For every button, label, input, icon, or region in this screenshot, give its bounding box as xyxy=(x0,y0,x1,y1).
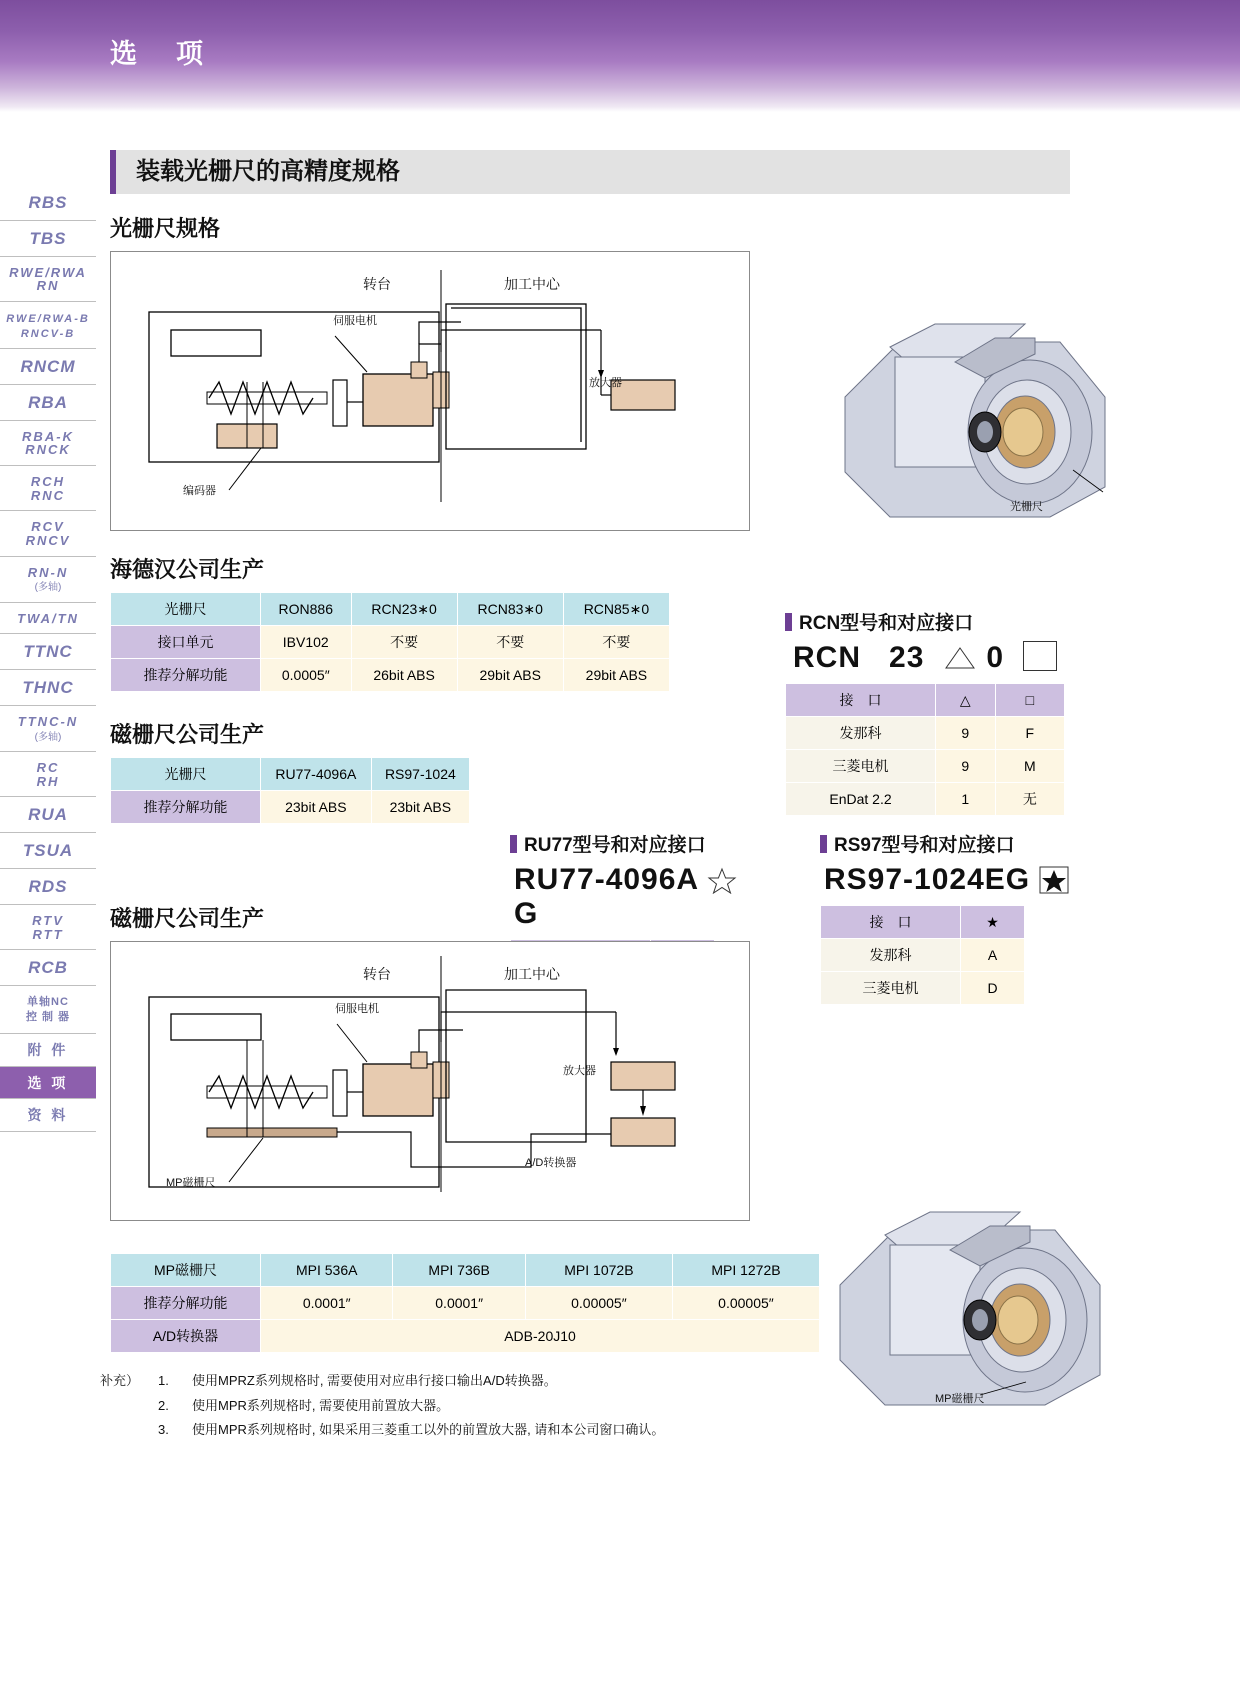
table-row xyxy=(111,1320,820,1353)
rs97-code: RS97-1024EG xyxy=(824,863,1070,897)
note-text: 使用MPR系列规格时, 如果采用三菱重工以外的前置放大器, 请和本公司窗口确认。 xyxy=(192,1422,665,1438)
sidebar-item-rtv-rtt[interactable] xyxy=(0,905,96,950)
cell: 发那科 xyxy=(821,939,961,972)
cell: 9 xyxy=(936,717,996,750)
diagram2-mp-scale-label: MP磁栅尺 xyxy=(166,1177,216,1189)
note-text: 使用MPRZ系列规格时, 需要使用对应串行接口输出A/D转换器。 xyxy=(192,1373,557,1388)
cell: RCN85∗0 xyxy=(563,593,669,626)
cell: 0.00005″ xyxy=(525,1287,672,1320)
table-row xyxy=(786,684,1065,717)
sidebar-item-rncm[interactable] xyxy=(0,349,96,385)
diagram2-turntable-label: 转台 xyxy=(363,966,391,982)
sidebar-item-label: RDS xyxy=(28,877,68,897)
ru77-code: RU77-4096A G xyxy=(514,863,760,931)
sidebar-item-options[interactable] xyxy=(0,1067,96,1100)
sidebar-item-sublabel: 控 制 器 xyxy=(25,1010,71,1023)
sidebar-item-sublabel: RH xyxy=(36,773,60,789)
main-content xyxy=(100,150,1170,1443)
cell: 无 xyxy=(995,783,1064,816)
cell-header: MP磁栅尺 xyxy=(111,1254,261,1287)
cell-header: 光栅尺 xyxy=(111,758,261,791)
sidebar-item-label: RWE/RWA-B xyxy=(6,312,90,325)
sidebar-item-sublabel: RN xyxy=(36,278,60,294)
square-placeholder-icon xyxy=(1023,641,1057,671)
sidebar-item-label: RBA xyxy=(28,392,68,412)
sidebar-item-sublabel: RNCK xyxy=(25,442,71,458)
sidebar-item-rua[interactable] xyxy=(0,797,96,833)
table-row xyxy=(111,626,670,659)
sidebar-item-tsua[interactable] xyxy=(0,833,96,869)
star-outline-placeholder-icon xyxy=(707,866,737,894)
cell: 发那科 xyxy=(786,717,936,750)
sidebar-item-ttnc[interactable] xyxy=(0,634,96,670)
sidebar-item-label: RCV xyxy=(31,519,65,535)
sidebar-item-sublabel: RNCV-B xyxy=(20,327,76,340)
note-number: 3. xyxy=(158,1422,169,1438)
sidebar-item-label: RUA xyxy=(28,805,68,825)
sidebar-item-label: TSUA xyxy=(22,841,74,861)
table-row xyxy=(111,791,470,824)
sidebar-item-sublabel: (多轴) xyxy=(34,731,62,743)
cell-header: 推荐分解功能 xyxy=(111,1287,261,1320)
subsection-heidenhain: 海德汉公司生产 xyxy=(110,557,265,582)
cell-header: △ xyxy=(936,684,996,717)
sidebar-item-sublabel: RNCV xyxy=(25,532,71,548)
cell: D xyxy=(961,972,1025,1005)
table-row xyxy=(786,717,1065,750)
cell: RS97-1024 xyxy=(371,758,469,791)
cell-header: ★ xyxy=(961,906,1025,939)
cell: RCN83∗0 xyxy=(457,593,563,626)
cell: 不要 xyxy=(351,626,457,659)
sidebar-item-label: RBS xyxy=(28,193,68,212)
sidebar-item-label: 资 料 xyxy=(27,1107,69,1124)
diagram2-machining-center-label: 加工中心 xyxy=(504,966,560,982)
star-filled-placeholder-icon xyxy=(1039,866,1069,894)
cell: M xyxy=(995,750,1064,783)
sidebar-item-label: RC xyxy=(36,760,60,776)
cell-header: 接口单元 xyxy=(111,626,261,659)
cell: 0.00005″ xyxy=(672,1287,819,1320)
sidebar-item-label: TTNC-N xyxy=(17,714,79,730)
table-row xyxy=(821,906,1025,939)
cell: RON886 xyxy=(261,593,352,626)
table-row xyxy=(821,939,1025,972)
sidebar-item-label: RCH xyxy=(30,474,66,490)
cell: 23bit ABS xyxy=(261,791,372,824)
sidebar-item-label: RBA-K xyxy=(22,428,74,444)
cell: IBV102 xyxy=(261,626,352,659)
page-header xyxy=(0,0,1240,112)
cell-header: □ xyxy=(995,684,1064,717)
sidebar-item-accessories[interactable] xyxy=(0,1034,96,1067)
cell-header: 光栅尺 xyxy=(111,593,261,626)
cell: 29bit ABS xyxy=(563,659,669,692)
sidebar-item-sublabel: RNC xyxy=(30,487,66,503)
cell: MPI 736B xyxy=(393,1254,525,1287)
cell: 9 xyxy=(936,750,996,783)
cell: 0.0005″ xyxy=(261,659,352,692)
bullet-bar-icon xyxy=(820,835,827,853)
diagram1-servo-motor-label: 伺服电机 xyxy=(333,315,377,327)
table-magnescale xyxy=(110,757,470,824)
cell: 不要 xyxy=(457,626,563,659)
diagram-mp-scale-system xyxy=(110,941,750,1221)
note-number: 2. xyxy=(158,1397,169,1413)
table-rcn-interface xyxy=(785,683,1065,816)
note-number: 1. xyxy=(158,1373,169,1388)
sidebar-item-rba[interactable] xyxy=(0,385,96,421)
cell: RCN23∗0 xyxy=(351,593,457,626)
sidebar-item-twa-tn[interactable] xyxy=(0,603,96,635)
rcn-legend xyxy=(785,608,1085,816)
sidebar xyxy=(0,185,96,1132)
sidebar-item-tbs[interactable] xyxy=(0,221,96,257)
cell: 0.0001″ xyxy=(261,1287,393,1320)
cell: A xyxy=(961,939,1025,972)
subsection-scale-spec: 光栅尺规格 xyxy=(110,216,221,241)
table-row xyxy=(111,593,670,626)
triangle-placeholder-icon xyxy=(943,643,977,671)
cell: 三菱电机 xyxy=(786,750,936,783)
bullet-bar-icon xyxy=(510,835,517,853)
sidebar-item-nc-controller[interactable] xyxy=(0,986,96,1034)
sidebar-item-label: RCB xyxy=(28,958,68,978)
cell: F xyxy=(995,717,1064,750)
photo1-scale-label: 光栅尺 xyxy=(1010,501,1043,513)
cell-header: A/D转换器 xyxy=(111,1320,261,1353)
table-row xyxy=(111,1254,820,1287)
sidebar-item-rn-n[interactable] xyxy=(0,557,96,603)
diagram2-ad-converter-label: A/D转换器 xyxy=(525,1157,577,1169)
cell-header: 接 口 xyxy=(821,906,961,939)
cell-header: 推荐分解功能 xyxy=(111,791,261,824)
table-row xyxy=(786,783,1065,816)
rs97-legend xyxy=(820,830,1070,1005)
sidebar-item-label: RWE/RWA xyxy=(9,264,87,280)
cell: 26bit ABS xyxy=(351,659,457,692)
cell: 1 xyxy=(936,783,996,816)
diagram1-amplifier-label: 放大器 xyxy=(589,377,622,389)
bullet-bar-icon xyxy=(785,613,792,631)
cell: RU77-4096A xyxy=(261,758,372,791)
notes-block xyxy=(100,1369,1160,1443)
diagram2-servo-motor-label: 伺服电机 xyxy=(335,1003,379,1015)
sidebar-item-label: 单轴NC xyxy=(27,996,69,1009)
note-text: 使用MPR系列规格时, 需要使用前置放大器。 xyxy=(192,1397,450,1413)
product-photo-rotary-table-1 xyxy=(835,302,1125,532)
subsection-magnescale-2: 磁栅尺公司生产 xyxy=(110,906,265,931)
diagram1-machining-center-label: 加工中心 xyxy=(504,276,560,292)
table-row xyxy=(111,1287,820,1320)
sidebar-item-label: TTNC xyxy=(23,642,73,662)
sidebar-item-label: TBS xyxy=(29,228,67,248)
cell: MPI 536A xyxy=(261,1254,393,1287)
sidebar-item-rbs[interactable] xyxy=(0,185,96,221)
cell: EnDat 2.2 xyxy=(786,783,936,816)
table-row xyxy=(111,659,670,692)
table-heidenhain xyxy=(110,592,670,692)
table-mp-scale xyxy=(110,1253,820,1353)
sidebar-item-ttnc-n[interactable] xyxy=(0,706,96,752)
cell-header: 接 口 xyxy=(786,684,936,717)
sidebar-item-rcb[interactable] xyxy=(0,950,96,986)
ru77-legend-title: RU77型号和对应接口 xyxy=(510,830,760,857)
sidebar-item-materials[interactable] xyxy=(0,1099,96,1132)
sidebar-item-sublabel: RTT xyxy=(32,926,64,942)
diagram1-encoder-label: 编码器 xyxy=(183,485,216,497)
sidebar-item-label: THNC xyxy=(22,678,74,698)
sidebar-item-rch-rnc[interactable] xyxy=(0,466,96,511)
rcn-legend-title: RCN型号和对应接口 xyxy=(785,608,1085,635)
page-title: 选 项 xyxy=(110,39,209,69)
sidebar-item-sublabel: (多轴) xyxy=(34,582,62,594)
diagram2-amplifier-label: 放大器 xyxy=(563,1065,596,1077)
sidebar-item-label: RNCM xyxy=(20,357,76,377)
subsection-magnescale: 磁栅尺公司生产 xyxy=(110,722,265,747)
cell-header: 推荐分解功能 xyxy=(111,659,261,692)
cell: 三菱电机 xyxy=(821,972,961,1005)
sidebar-item-label: RTV xyxy=(32,913,64,929)
sidebar-item-label: RN-N xyxy=(27,564,69,580)
notes-label: 补充） xyxy=(100,1373,140,1388)
table-row xyxy=(786,750,1065,783)
cell: ADB-20J10 xyxy=(261,1320,820,1353)
sidebar-item-rba-k-rnck[interactable] xyxy=(0,421,96,466)
sidebar-item-label: TWA/TN xyxy=(17,610,79,626)
sidebar-item-rwe-rwa-rn[interactable] xyxy=(0,257,96,302)
diagram-encoder-system xyxy=(110,251,750,531)
cell: 23bit ABS xyxy=(371,791,469,824)
section-title: 装载光栅尺的高精度规格 xyxy=(110,150,1070,194)
cell: MPI 1072B xyxy=(525,1254,672,1287)
sidebar-item-rc-rh[interactable] xyxy=(0,752,96,797)
cell: MPI 1272B xyxy=(672,1254,819,1287)
sidebar-item-rwe-rwa-b-rncv-b[interactable] xyxy=(0,302,96,349)
rs97-legend-title: RS97型号和对应接口 xyxy=(820,830,1070,857)
sidebar-item-label: 选 项 xyxy=(27,1074,69,1091)
diagram1-turntable-label: 转台 xyxy=(363,276,391,292)
table-row xyxy=(111,758,470,791)
rcn-code: RCN 23 0 xyxy=(793,641,1085,675)
photo2-scale-label: MP磁栅尺 xyxy=(935,1393,985,1405)
cell: 29bit ABS xyxy=(457,659,563,692)
cell: 不要 xyxy=(563,626,669,659)
sidebar-item-rcv-rncv[interactable] xyxy=(0,511,96,556)
sidebar-item-thnc[interactable] xyxy=(0,670,96,706)
sidebar-item-rds[interactable] xyxy=(0,869,96,905)
table-rs97-interface xyxy=(820,905,1025,1005)
cell: 0.0001″ xyxy=(393,1287,525,1320)
sidebar-item-label: 附 件 xyxy=(27,1041,69,1058)
table-row xyxy=(821,972,1025,1005)
